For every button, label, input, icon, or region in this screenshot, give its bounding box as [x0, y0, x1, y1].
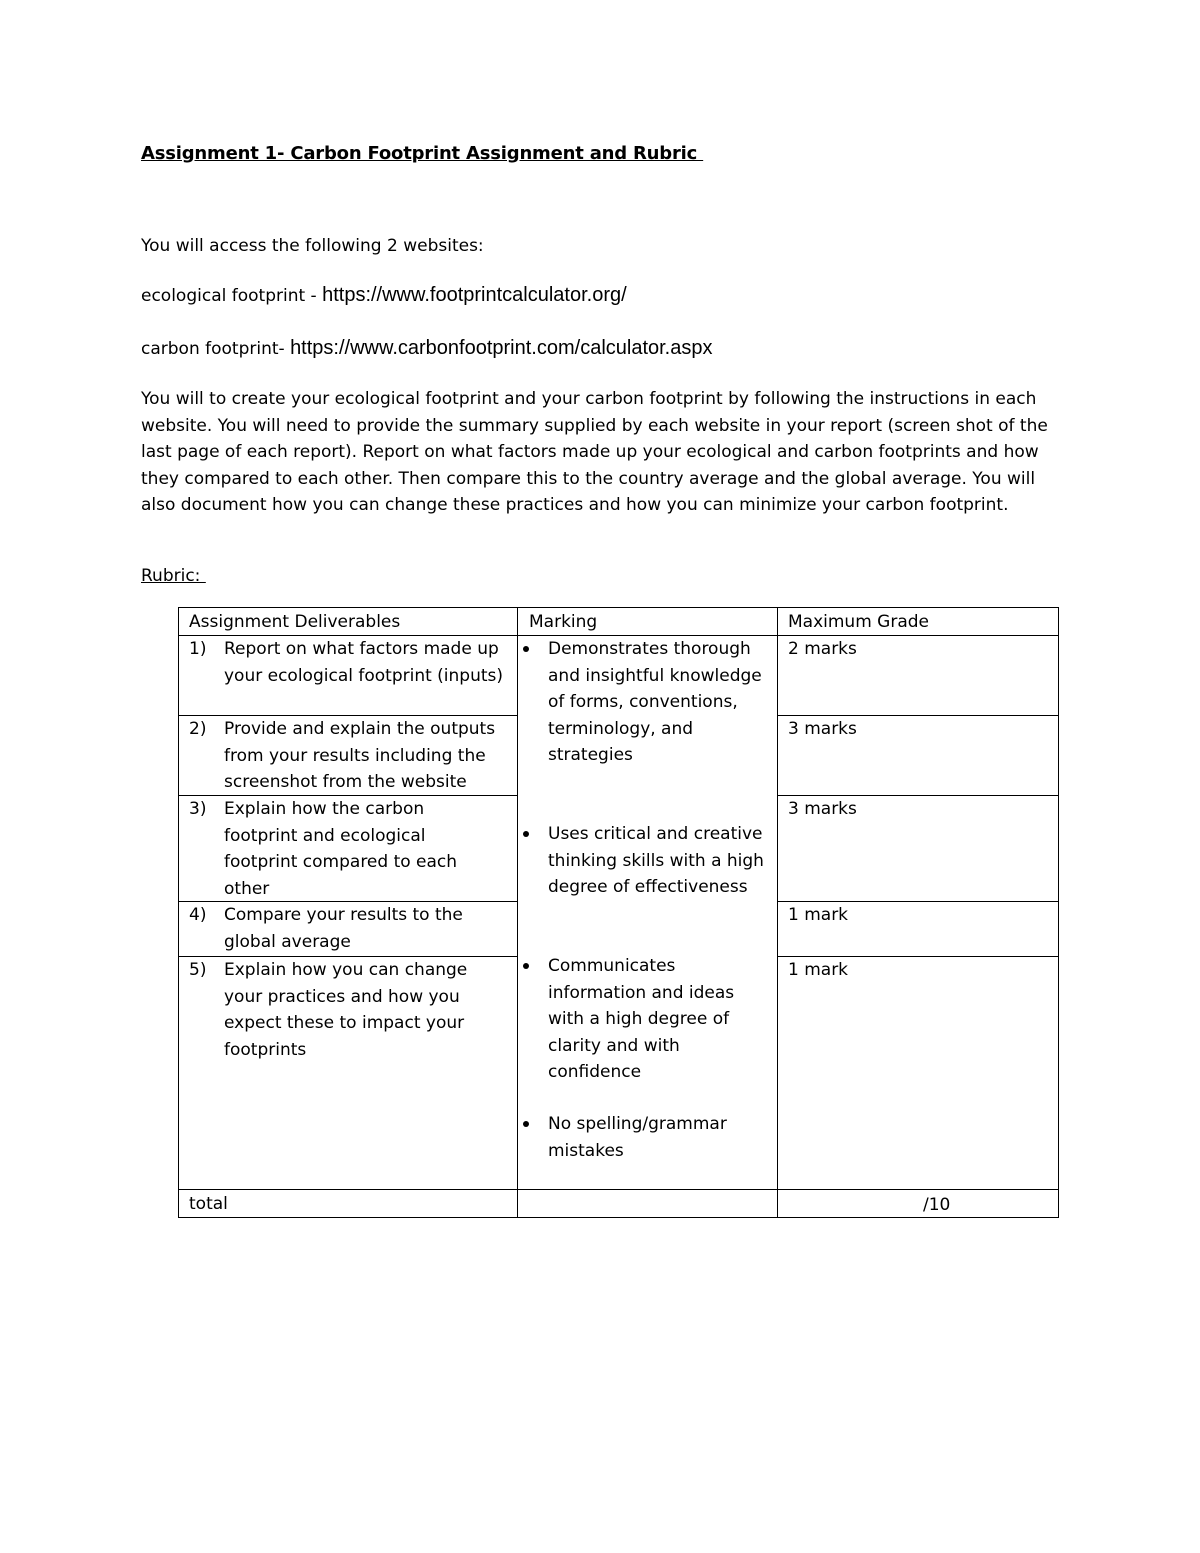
- instructions-paragraph: You will to create your ecological footprint and your carbon footprint by following the instructions in each website. You will need to provide the summary supplied by each website in your report (screen shot of the last page of each report). Report on what factors made up your ecological and carbon footprints and how they compared to each other. Then compare this to the country average and the global average. You will also document how you can change these practices and how you can minimize your carbon footprint.: [141, 389, 1048, 515]
- rubric-label: Rubric:: [141, 566, 206, 586]
- marking-point: Uses critical and creative thinking skills with a high degree of effectiveness: [548, 824, 764, 897]
- row-number: 4): [189, 905, 207, 925]
- bullet-icon: [523, 963, 529, 969]
- rubric-table: [178, 607, 1059, 1218]
- grade-value: 3 marks: [788, 719, 857, 739]
- carbon-footprint-line: [141, 337, 712, 360]
- intro-text: You will access the following 2 websites:: [141, 236, 484, 256]
- marking-point: Demonstrates thorough and insightful knowledge of forms, conventions, terminology, and strategies: [548, 639, 762, 765]
- grade-value: 1 mark: [788, 960, 849, 980]
- deliverable-text: Provide and explain the outputs from your results including the screenshot from the website: [224, 719, 496, 792]
- row-number: 5): [189, 960, 207, 980]
- header-marking: Marking: [529, 612, 598, 632]
- document-title: Assignment 1- Carbon Footprint Assignment and Rubric: [141, 143, 704, 164]
- deliverable-text: Explain how you can change your practices and how you expect these to impact your footprints: [224, 960, 468, 1060]
- header-deliverables: Assignment Deliverables: [189, 612, 401, 632]
- grade-value: 3 marks: [788, 799, 857, 819]
- bullet-icon: [523, 1121, 529, 1127]
- row-number: 2): [189, 719, 207, 739]
- marking-point: Communicates information and ideas with a high degree of clarity and with confidence: [548, 956, 735, 1082]
- header-max-grade: Maximum Grade: [788, 612, 929, 632]
- carbon-footprint-url[interactable]: https://www.carbonfootprint.com/calculator.aspx: [290, 337, 713, 359]
- deliverable-text: Report on what factors made up your ecological footprint (inputs): [224, 639, 504, 686]
- carbon-footprint-label: carbon footprint-: [141, 339, 291, 359]
- row-number: 3): [189, 799, 207, 819]
- grade-value: 1 mark: [788, 905, 849, 925]
- marking-point: No spelling/grammar mistakes: [548, 1114, 727, 1161]
- total-grade: /10: [923, 1195, 951, 1215]
- ecological-footprint-url[interactable]: https://www.footprintcalculator.org/: [322, 284, 627, 306]
- deliverable-text: Compare your results to the global average: [224, 905, 463, 952]
- grade-value: 2 marks: [788, 639, 857, 659]
- bullet-icon: [523, 831, 529, 837]
- bullet-icon: [523, 646, 529, 652]
- deliverable-text: Explain how the carbon footprint and ecological footprint compared to each other: [224, 799, 458, 899]
- row-number: 1): [189, 639, 207, 659]
- total-label: total: [189, 1194, 228, 1214]
- ecological-footprint-line: [141, 284, 627, 307]
- ecological-footprint-label: ecological footprint -: [141, 286, 323, 306]
